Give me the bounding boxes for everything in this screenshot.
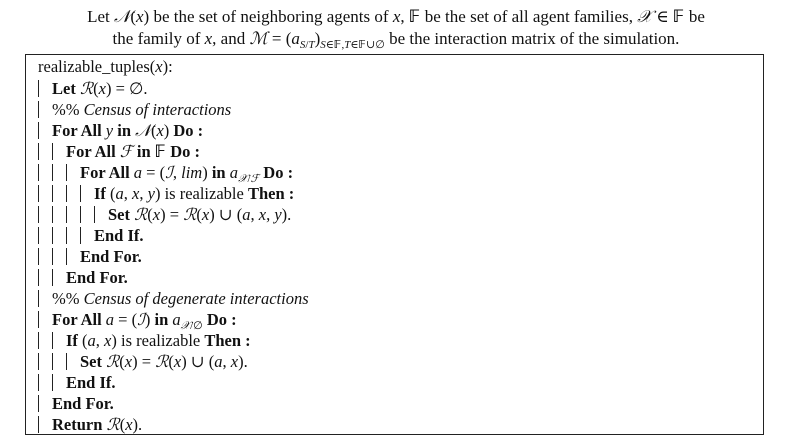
algo-line-4: For All ℱ in 𝔽 Do : — [38, 141, 200, 162]
algo-line-14: Set ℛ(x) = ℛ(x) ∪ (a, x). — [38, 351, 248, 372]
algo-line-17: Return ℛ(x). — [38, 414, 142, 435]
algo-line-5: For All a = (ℐ, lim) in $a_{𝒳/ℱ}$ Do : — [38, 162, 293, 183]
algo-line-15: End If. — [38, 372, 116, 393]
algo-line-6: If (a, x, y) is realizable Then : — [38, 183, 294, 204]
algo-line-13: If (a, x) is realizable Then : — [38, 330, 251, 351]
algorithm-box — [25, 54, 764, 435]
intro-line-1: Let 𝒩(x) be the set of neighboring agents of x, 𝔽 be the set of all agent families, 𝒳 ∈ 𝔽 be — [87, 7, 705, 27]
algorithm-header: realizable_tuples(x): — [38, 57, 173, 76]
algo-line-3: For All y in 𝒩(x) Do : — [38, 120, 203, 141]
intro-text — [0, 6, 792, 50]
algo-line-10: End For. — [38, 267, 128, 288]
algo-line-2: %% Census of interactions — [38, 99, 231, 120]
algo-line-7: Set ℛ(x) = ℛ(x) ∪ (a, x, y). — [38, 204, 291, 225]
algo-line-11: %% Census of degenerate interactions — [38, 288, 309, 309]
algo-line-8: End If. — [38, 225, 144, 246]
algo-line-12: For All a = (ℐ) in $a_{𝒳/\emptyset}$ Do : — [38, 309, 237, 330]
intro-line-2: the family of x, and ℳ = $(a_{S/T})_{S\in 𝔽,T\in 𝔽\cup\emptyset}$ be the interaction matrix of the simulation. — [112, 29, 680, 51]
algo-line-16: End For. — [38, 393, 114, 414]
algo-line-1: Let ℛ(x) = ∅. — [38, 78, 148, 99]
algo-line-9: End For. — [38, 246, 142, 267]
